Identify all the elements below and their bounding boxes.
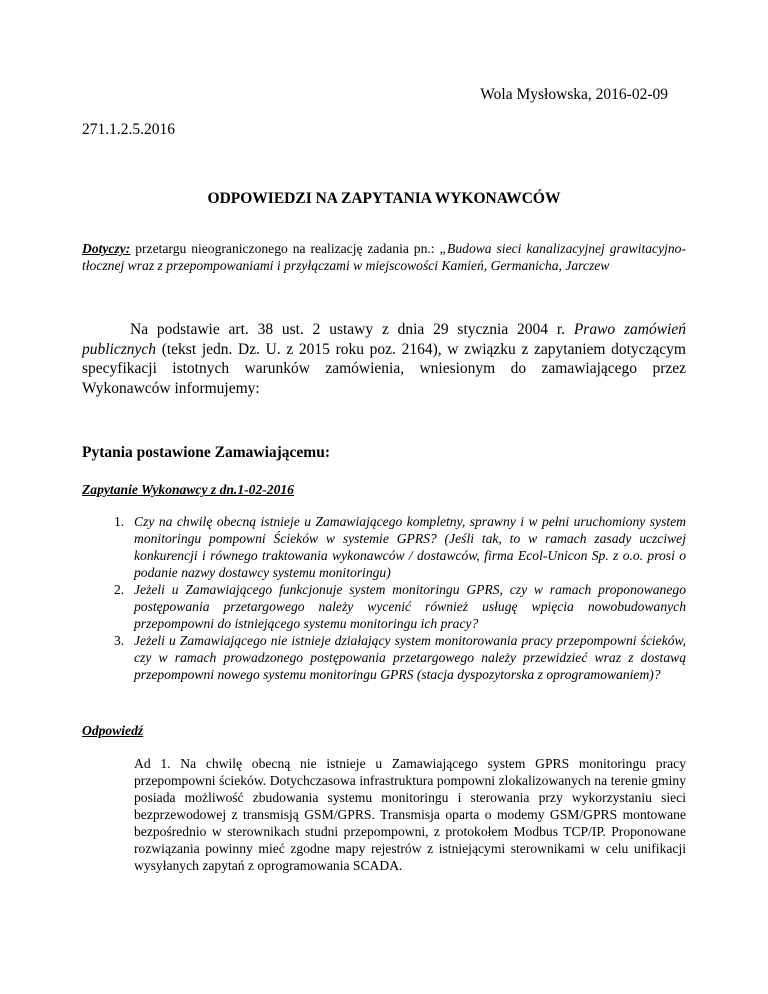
questions-heading: Pytania postawione Zamawiającemu: — [82, 444, 330, 461]
subject-label: Dotyczy: — [82, 241, 131, 256]
inquiry-heading: Zapytanie Wykonawcy z dn.1-02-2016 — [82, 482, 294, 497]
question-number: 1. — [114, 514, 125, 529]
place-date: Wola Mysłowska, 2016-02-09 — [480, 86, 668, 103]
question-text: Jeżeli u Zamawiającego funkcjonuje system monitoringu GPRS, czy w ramach proponowanego postępowania przetargowego należy wycenić również usługę wpięcia nowobudowanych przepompowni do istniejącego systemu monitoringu ich pracy? — [134, 582, 686, 631]
document-title: ODPOWIEDZI NA ZAPYTANIA WYKONAWCÓW — [207, 190, 561, 207]
intro-part2: (tekst jedn. Dz. U. z 2015 roku poz. 2164), w związku z zapytaniem dotyczącym specyfikacji istotnych warunków zamówienia, wniesionym do zamawiającego przez Wykonawców informujemy: — [82, 340, 686, 397]
questions-list — [82, 513, 686, 683]
law-name: Prawo zamówień publicznych — [82, 321, 686, 358]
question-number: 2. — [114, 582, 125, 597]
answer-1: Ad 1. Na chwilę obecną nie istnieje u Zamawiającego system GPRS monitoringu pracy przepompowni ścieków. Dotychczasowa infrastruktura pompowni zlokalizowanych na terenie gminy posiada możliwość zbudowania systemu monitoringu i sterowania przy wykorzystaniu sieci bezprzewodowej z transmisją GSM/GPRS. Transmisja oparta o modemy GSM/GPRS montowane bezpośrednio w sterownikach studni przepompowni, z protokołem Modbus TCP/IP. Proponowane rozwiązania powinny mieć zgodne mapy rejestrów z istniejącymi sterownikami w celu unifikacji wysyłanych zapytań z oprogramowania SCADA. — [134, 756, 686, 873]
list-item — [82, 581, 686, 632]
question-number: 3. — [114, 633, 125, 648]
subject-paragraph — [82, 240, 686, 274]
intro-paragraph — [82, 320, 686, 398]
reference-number: 271.1.2.5.2016 — [82, 121, 175, 138]
list-item — [82, 632, 686, 683]
list-item — [82, 513, 686, 581]
project-name: „Budowa sieci kanalizacyjnej grawitacyjno-tłocznej wraz z przepompowaniami i przyłączami w miejscowości Kamień, Germanicha, Jarczew — [82, 241, 686, 273]
question-text: Czy na chwilę obecną istnieje u Zamawiającego kompletny, sprawny i w pełni uruchomiony system monitoringu pompowni Ścieków w systemie GPRS? (Jeśli tak, to w ramach zasady uczciwej konkurencji i równego traktowania wykonawców / dostawców, firma Ecol-Unicon Sp. z o.o. prosi o podanie nazwy dostawcy systemu monitoringu) — [134, 514, 686, 580]
answer-heading: Odpowiedź — [82, 723, 144, 738]
intro-part1: Na podstawie art. 38 ust. 2 ustawy z dnia 29 stycznia 2004 r. — [130, 321, 574, 338]
question-text: Jeżeli u Zamawiającego nie istnieje działający system monitorowania pracy przepompowni ścieków, czy w ramach prowadzonego postępowania przetargowego należy przewidzieć wraz z dostawą przepompowni nowego systemu monitoringu GPRS (stacja dyspozytorska z oprogramowaniem)? — [134, 633, 686, 682]
subject-prefix: przetargu nieograniczonego na realizację zadania pn.: — [130, 241, 440, 256]
